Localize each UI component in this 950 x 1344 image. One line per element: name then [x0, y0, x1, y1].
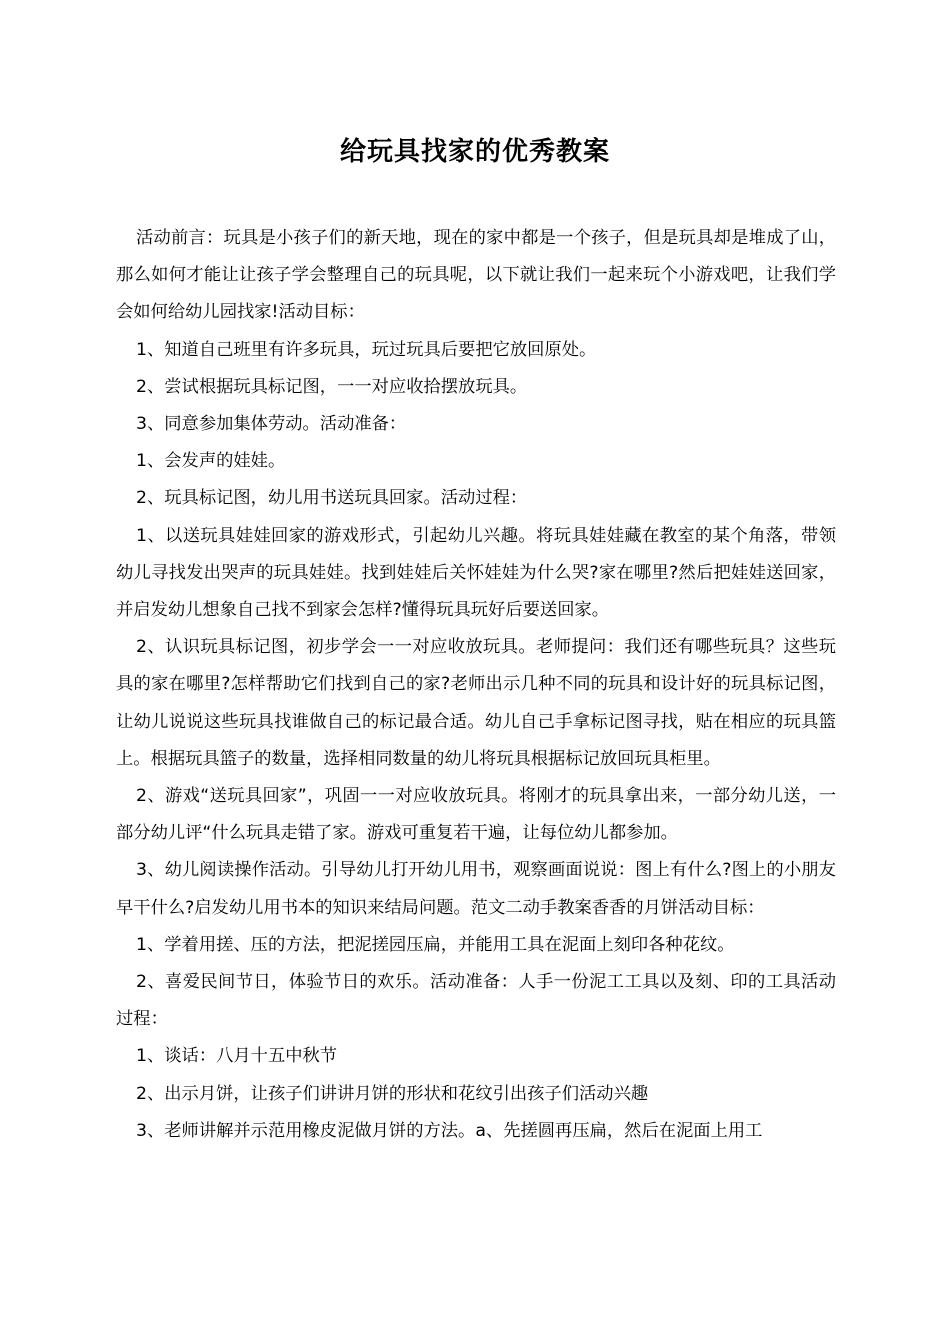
document-title: 给玩具找家的优秀教案	[339, 137, 610, 167]
paragraph: 2、尝试根据玩具标记图，一一对应收拾摆放玩具。	[136, 376, 528, 397]
paragraph: 1、会发声的娃娃。	[136, 451, 286, 472]
paragraph: 1、学着用搓、压的方法，把泥搓园压扁，并能用工具在泥面上刻印各种花纹。	[136, 934, 735, 955]
paragraph: 2、喜爱民间节日，体验节日的欢乐。活动准备：人手一份泥工工具以及刻、印的工具活动过程：	[116, 972, 836, 1030]
paragraph: 1、以送玩具娃娃回家的游戏形式，引起幼儿兴趣。将玩具娃娃藏在教室的某个角落，带领幼儿寻找发出哭声的玩具娃娃。找到娃娃后关怀娃娃为什么哭?家在哪里?然后把娃娃送回家，并启发幼儿想象自己找不到家会怎样?懂得玩具玩好后要送回家。	[116, 525, 836, 621]
paragraph: 2、玩具标记图，幼儿用书送玩具回家。活动过程：	[136, 488, 528, 509]
paragraph: 3、老师讲解并示范用橡皮泥做月饼的方法。a、先搓圆再压扁，然后在泥面上用工	[136, 1120, 763, 1141]
paragraph: 1、谈话：八月十五中秋节	[136, 1046, 338, 1067]
paragraph: 2、游戏“送玩具回家”，巩固一一对应收放玩具。将刚才的玩具拿出来，一部分幼儿送，一部分幼儿评“什么玩具走错了家。游戏可重复若干遍，让每位幼儿都参加。	[116, 786, 836, 844]
document-body	[116, 220, 836, 1150]
paragraph: 2、出示月饼，让孩子们讲讲月饼的形状和花纹引出孩子们活动兴趣	[136, 1083, 649, 1104]
paragraph: 3、幼儿阅读操作活动。引导幼儿打开幼儿用书，观察画面说说：图上有什么?图上的小朋友早干什么?启发幼儿用书本的知识来结局问题。范文二动手教案香香的月饼活动目标：	[116, 860, 836, 918]
paragraph: 活动前言：玩具是小孩子们的新天地，现在的家中都是一个孩子，但是玩具却是堆成了山，那么如何才能让让孩子学会整理自己的玩具呢，以下就让我们一起来玩个小游戏吧，让我们学会如何给幼儿园找家!活动目标：	[116, 228, 836, 323]
paragraph: 1、知道自己班里有许多玩具，玩过玩具后要把它放回原处。	[136, 339, 597, 360]
paragraph: 2、认识玩具标记图，初步学会一一对应收放玩具。老师提问：我们还有哪些玩具？这些玩具的家在哪里?怎样帮助它们找到自己的家?老师出示几种不同的玩具和设计好的玩具标记图，让幼儿说说这些玩具找谁做自己的标记最合适。幼儿自己手拿标记图寻找，贴在相应的玩具篮上。根据玩具篮子的数量，选择相同数量的幼儿将玩具根据标记放回玩具柜里。	[116, 637, 836, 769]
paragraph: 3、同意参加集体劳动。活动准备：	[136, 414, 407, 435]
